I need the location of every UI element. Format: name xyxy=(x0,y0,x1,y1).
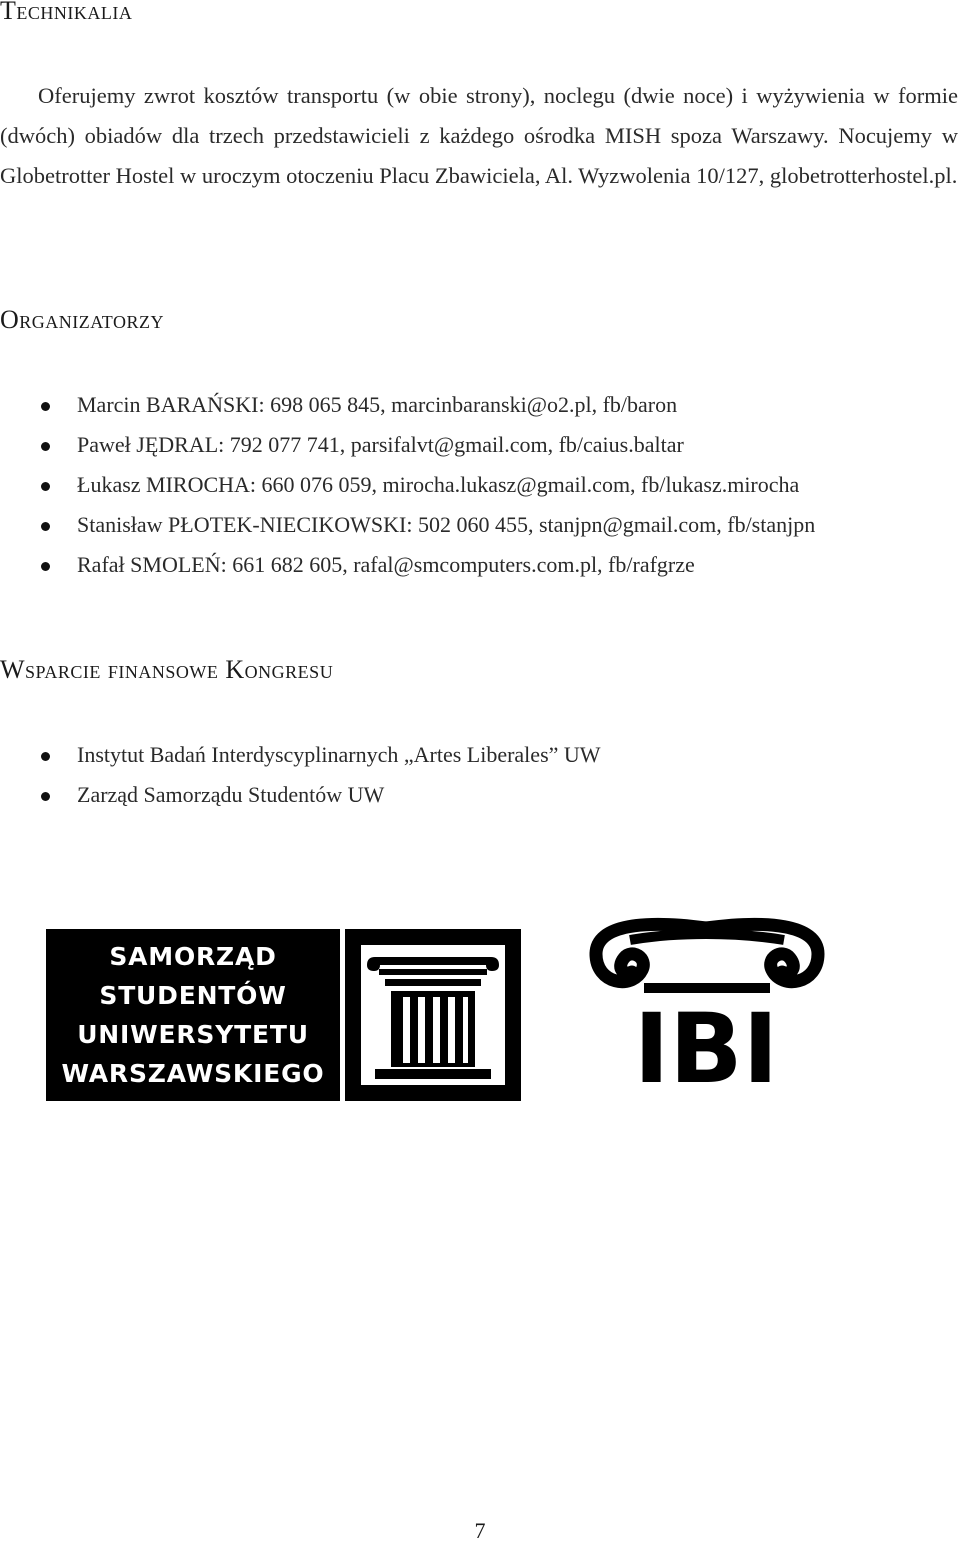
bullet-icon xyxy=(41,752,50,761)
heading-organizatorzy: Organizatorzy xyxy=(0,305,164,334)
column-logo-icon xyxy=(345,929,521,1101)
list-item-organizer xyxy=(0,505,940,545)
list-item-organizer xyxy=(0,545,940,585)
list-item-organizer xyxy=(0,425,940,465)
organizer-text: Marcin BARAŃSKI: 698 065 845, marcinbaranski@o2.pl, fb/baron xyxy=(77,392,678,417)
list-item-organizer xyxy=(0,385,940,425)
bullet-icon xyxy=(41,482,50,491)
list-item-organizer xyxy=(0,465,940,505)
logo-line: SAMORZĄD xyxy=(109,942,277,971)
heading-wsparcie: Wsparcie finansowe Kongresu xyxy=(0,655,334,684)
sponsor-text: Instytut Badań Interdyscyplinarnych „Artes Liberales” UW xyxy=(77,742,601,767)
organizer-text: Paweł JĘDRAL: 792 077 741, parsifalvt@gmail.com, fb/caius.baltar xyxy=(77,432,684,457)
ibi-logo-icon xyxy=(586,914,826,1104)
bullet-icon xyxy=(41,442,50,451)
bullet-icon xyxy=(41,562,50,571)
organizers-list xyxy=(0,385,940,585)
organizer-text: Rafał SMOLEŃ: 661 682 605, rafal@smcomputers.com.pl, fb/rafgrze xyxy=(77,552,695,577)
organizer-text: Łukasz MIROCHA: 660 076 059, mirocha.lukasz@gmail.com, fb/lukasz.mirocha xyxy=(77,472,800,497)
sponsor-text: Zarząd Samorządu Studentów UW xyxy=(77,782,385,807)
logo-line: UNIWERSYTETU xyxy=(77,1020,309,1049)
logo-line: WARSZAWSKIEGO xyxy=(61,1059,325,1088)
logo-line: STUDENTÓW xyxy=(99,981,287,1010)
bullet-icon xyxy=(41,792,50,801)
bullet-icon xyxy=(41,402,50,411)
sponsors-list xyxy=(0,735,940,815)
paragraph-technikalia: Oferujemy zwrot kosztów transportu (w obie strony), noclegu (dwie noce) i wyżywienia w formie (dwóch) obiadów dla trzech przedstawicieli z każdego ośrodka MISH spoza Warszawy. Nocujemy w Globetrotter Hostel w uroczym otoczeniu Placu Zbawiciela, Al. Wyzwolenia 10/127, globetrotterhostel.pl. xyxy=(0,83,958,188)
ibi-logo-text: IBI xyxy=(633,993,779,1104)
heading-technikalia: Technikalia xyxy=(0,0,133,25)
list-item-sponsor xyxy=(0,775,940,815)
samorzad-logo xyxy=(46,929,340,1101)
page-number: 7 xyxy=(474,1518,486,1543)
organizer-text: Stanisław PŁOTEK-NIECIKOWSKI: 502 060 455, stanjpn@gmail.com, fb/stanjpn xyxy=(77,512,816,537)
bullet-icon xyxy=(41,522,50,531)
list-item-sponsor xyxy=(0,735,940,775)
